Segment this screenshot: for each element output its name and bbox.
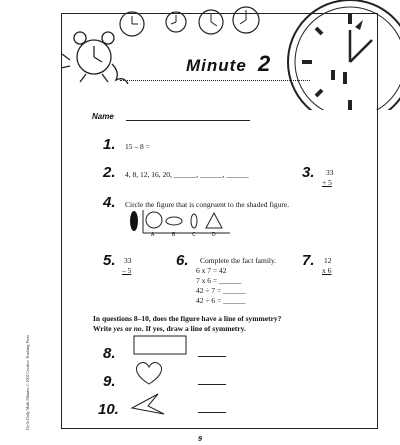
shape-label-b: B [172, 232, 176, 238]
q7-top: 12 [324, 256, 332, 265]
q6-fact-1: 6 x 7 = 42 [196, 266, 227, 275]
q6-text: Complete the fact family. [200, 256, 277, 265]
q3-bottom: + 5 [322, 178, 332, 187]
q2-text: 4, 8, 12, 16, 20, ______, ______, ______ [125, 170, 249, 179]
q10-answer-line[interactable] [198, 412, 226, 413]
title-word: Minute [186, 56, 247, 75]
q1-text: 15 – 8 = [125, 142, 150, 151]
shape-b-ellipse [166, 217, 182, 225]
q7-bottom: x 6 [322, 266, 332, 275]
q7-number: 7. [302, 252, 315, 269]
title-number: 2 [258, 51, 271, 76]
symmetry-instructions-1: In questions 8–10, does the figure have a line of symmetry? [93, 314, 282, 323]
q5-bottom: – 5 [122, 266, 132, 275]
q5-top: 33 [124, 256, 132, 265]
name-label: Name [92, 112, 114, 121]
q1-number: 1. [103, 136, 116, 153]
q10-number: 10. [98, 401, 119, 418]
q3-number: 3. [302, 164, 315, 181]
title-dotted-line [120, 80, 310, 81]
shape-c-ellipse [191, 214, 197, 228]
symmetry-instructions-2: Write yes or no. If yes, draw a line of symmetry. [93, 324, 246, 333]
q4-text: Circle the figure that is congruent to the shaded figure. [125, 200, 290, 209]
shape-label-d: D [212, 232, 216, 238]
q6-number: 6. [176, 252, 189, 269]
q9-number: 9. [103, 373, 116, 390]
side-copyright: Do-It-Daily Math Minutes © 2002 Creative Teaching Press [25, 335, 30, 430]
q9-heart-figure [132, 360, 166, 388]
name-field[interactable] [126, 120, 250, 121]
shape-label-c: C [192, 232, 196, 238]
q8-answer-line[interactable] [198, 356, 226, 357]
q6-fact-4: 42 ÷ 6 = ______ [196, 296, 246, 305]
q5-number: 5. [103, 252, 116, 269]
q8-rectangle-figure [130, 334, 190, 356]
shape-a-circle [146, 212, 162, 228]
shaded-ellipse [130, 211, 138, 231]
q4-number: 4. [103, 194, 116, 211]
shape-d-triangle [206, 213, 222, 228]
q3-top: 33 [326, 168, 334, 177]
q6-fact-3: 42 ÷ 7 = ______ [196, 286, 246, 295]
page-number: 9 [198, 436, 202, 443]
q8-number: 8. [103, 345, 116, 362]
shape-label-a: A [151, 232, 155, 238]
q6-fact-2: 7 x 6 = ______ [196, 276, 242, 285]
q2-number: 2. [103, 164, 116, 181]
congruent-shapes [122, 208, 232, 234]
q10-arrowhead-figure [128, 390, 168, 418]
q9-answer-line[interactable] [198, 384, 226, 385]
